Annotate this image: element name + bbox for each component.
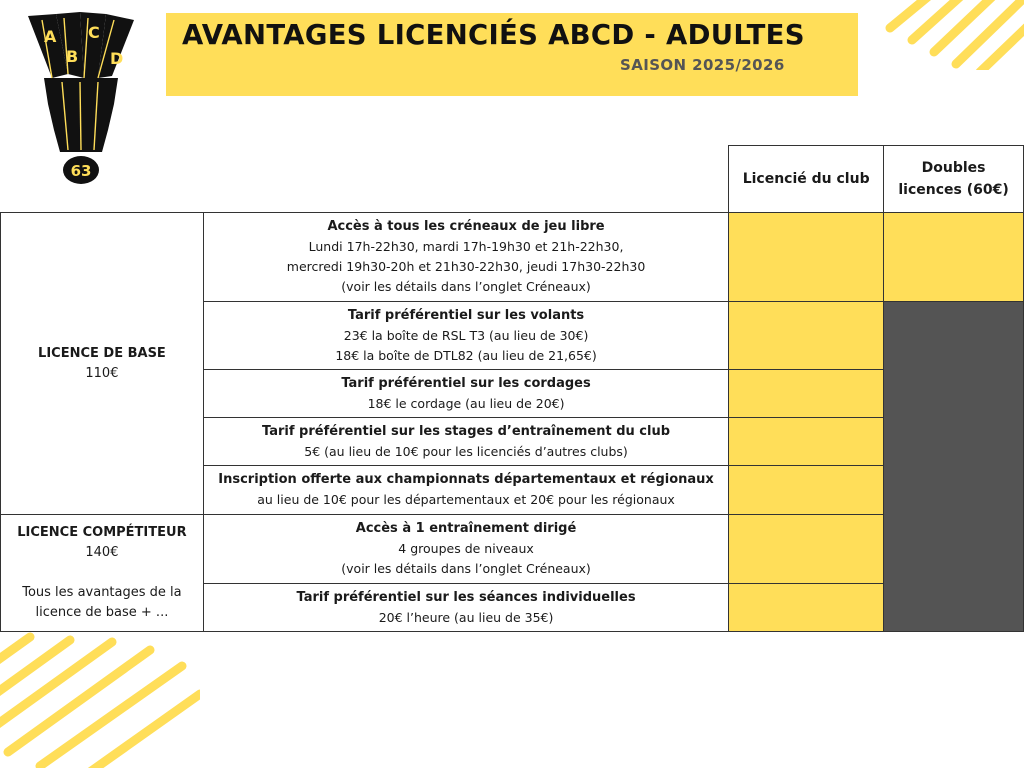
benefit-detail: 5€ (au lieu de 10€ pour les licenciés d’autres clubs) — [304, 443, 628, 459]
logo-letter-a: A — [44, 27, 57, 46]
logo-number: 63 — [70, 162, 92, 180]
double-included-cell — [884, 213, 1024, 302]
benefits-table — [0, 145, 1024, 632]
page-title: AVANTAGES LICENCIÉS ABCD - ADULTES — [182, 19, 805, 51]
title-banner — [166, 13, 858, 96]
club-included-cell — [729, 466, 884, 515]
benefit-detail: 20€ l’heure (au lieu de 35€) — [378, 609, 554, 625]
empty-header-cell — [1, 146, 204, 213]
empty-header-cell — [203, 146, 728, 213]
club-included-cell — [729, 418, 884, 466]
category-base-license — [1, 213, 204, 515]
stripes-top-right-decoration — [870, 0, 1024, 70]
benefit-cell — [203, 584, 728, 632]
benefit-detail: (voir les détails dans l’onglet Créneaux) — [341, 279, 591, 294]
logo-letter-b: B — [66, 47, 79, 66]
category-label: LICENCE COMPÉTITEUR — [17, 525, 187, 540]
category-note: licence de base + ... — [35, 605, 169, 620]
category-price: 140€ — [85, 545, 119, 560]
benefit-title: Inscription offerte aux championnats départementaux et régionaux — [218, 472, 714, 487]
benefit-cell — [203, 418, 728, 466]
benefit-detail: 4 groupes de niveaux — [398, 541, 534, 556]
benefit-title: Accès à 1 entraînement dirigé — [355, 521, 577, 536]
table-row — [1, 213, 1024, 302]
benefit-title: Tarif préférentiel sur les séances individuelles — [296, 589, 636, 605]
benefit-title: Tarif préférentiel sur les cordages — [341, 375, 591, 391]
table-row — [1, 515, 1024, 584]
season-subtitle: SAISON 2025/2026 — [620, 56, 785, 74]
benefit-detail: 18€ le cordage (au lieu de 20€) — [367, 395, 565, 411]
benefit-detail: 18€ la boîte de DTL82 (au lieu de 21,65€) — [335, 347, 597, 363]
benefit-detail: mercredi 19h30-20h et 21h30-22h30, jeudi 17h30-22h30 — [286, 259, 646, 274]
club-included-cell — [729, 515, 884, 584]
category-price: 110€ — [85, 365, 119, 381]
double-excluded-cell — [884, 302, 1024, 632]
stripes-bottom-left-decoration — [0, 632, 200, 768]
benefit-cell — [203, 213, 728, 302]
logo-letter-c: C — [88, 23, 100, 42]
club-included-cell — [729, 302, 884, 370]
benefit-cell — [203, 370, 728, 418]
category-note: Tous les avantages de la — [22, 585, 182, 600]
column-header-club: Licencié du club — [729, 146, 884, 213]
benefit-detail: au lieu de 10€ pour les départementaux et 20€ pour les régionaux — [257, 492, 675, 507]
table-header-row — [1, 146, 1024, 213]
category-competitor-license — [1, 515, 204, 632]
logo-letter-d: D — [110, 49, 124, 68]
benefit-cell — [203, 302, 728, 370]
benefit-detail: 23€ la boîte de RSL T3 (au lieu de 30€) — [343, 327, 589, 343]
benefit-title: Tarif préférentiel sur les volants — [347, 307, 585, 323]
category-label: LICENCE DE BASE — [38, 345, 166, 361]
club-included-cell — [729, 370, 884, 418]
club-included-cell — [729, 584, 884, 632]
benefit-title: Tarif préférentiel sur les stages d’entraînement du club — [262, 423, 671, 439]
benefit-cell — [203, 466, 728, 515]
column-header-double: Doubles licences (60€) — [884, 146, 1024, 213]
benefit-cell — [203, 515, 728, 584]
benefit-detail: Lundi 17h-22h30, mardi 17h-19h30 et 21h-22h30, — [308, 239, 624, 254]
club-included-cell — [729, 213, 884, 302]
benefit-title: Accès à tous les créneaux de jeu libre — [327, 219, 605, 234]
benefit-detail: (voir les détails dans l’onglet Créneaux) — [341, 561, 591, 576]
